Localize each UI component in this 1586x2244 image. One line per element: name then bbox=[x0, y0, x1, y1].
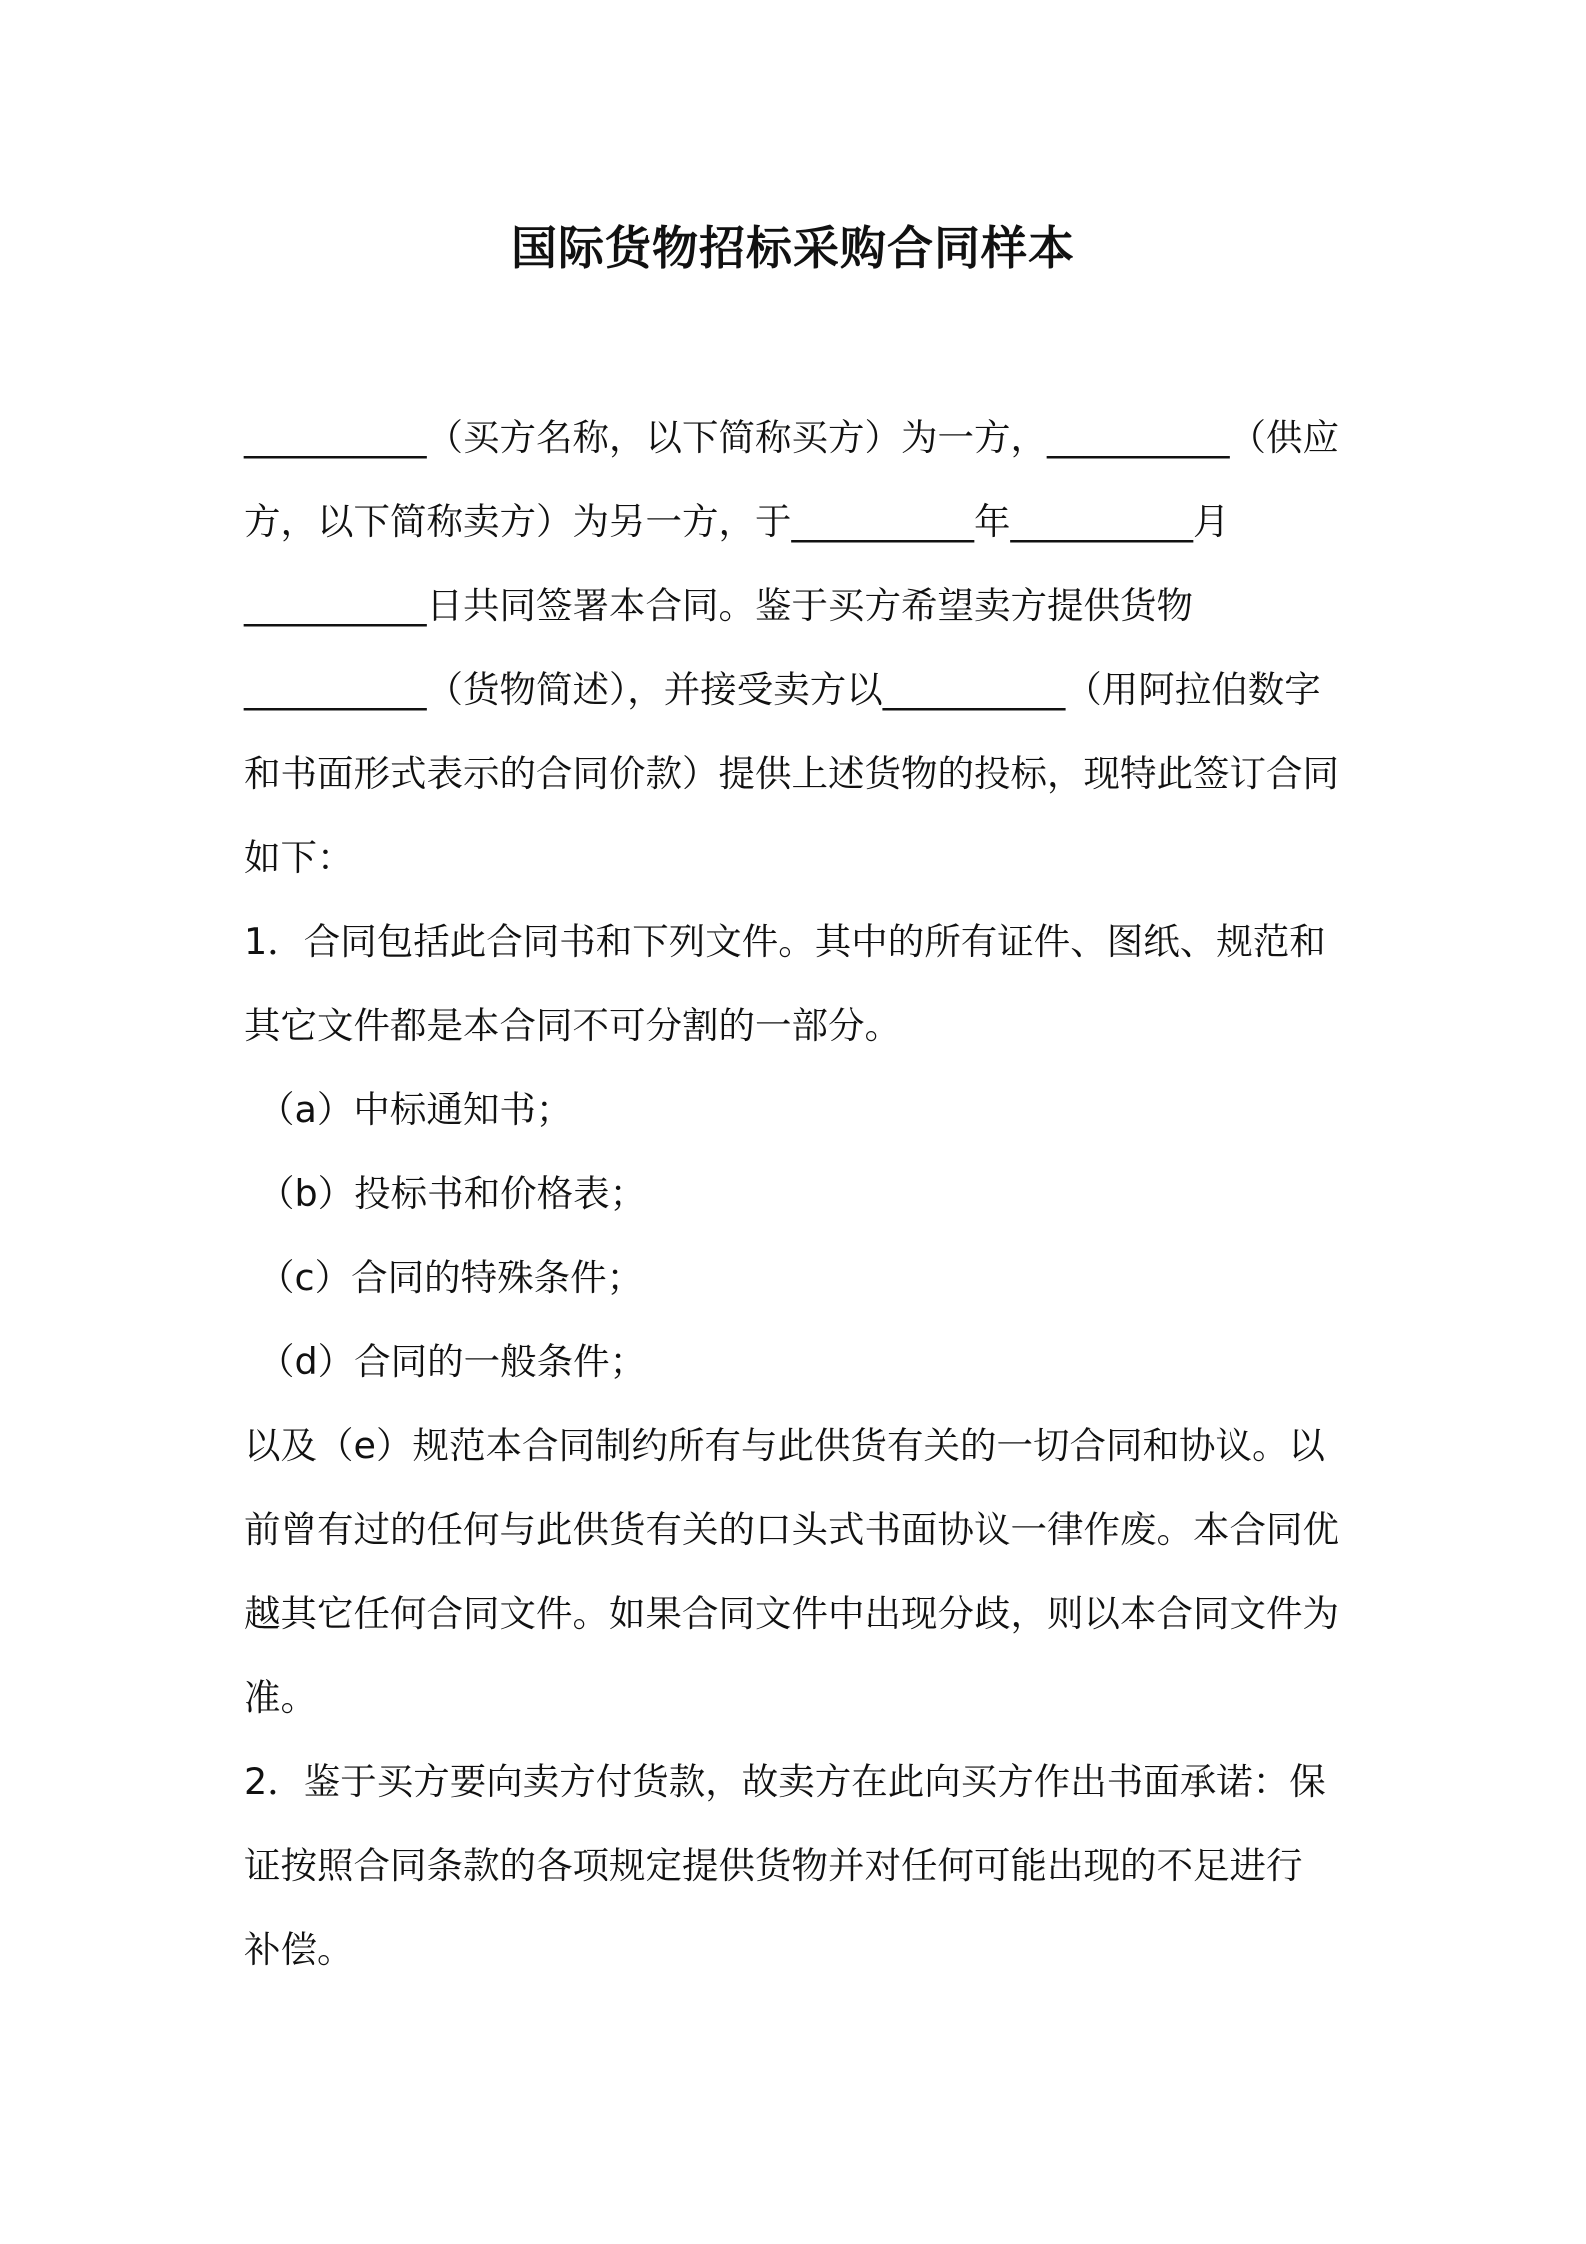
document-title: 国际货物招标采购合同样本 bbox=[511, 221, 1075, 275]
list-item-b: （b）投标书和价格表； bbox=[258, 1172, 647, 1215]
paragraph-line-5: 和书面形式表示的合同价款）提供上述货物的投标，现特此签订合同 bbox=[244, 752, 1339, 795]
paragraph-line-1: __________（买方名称，以下简称买方）为一方，__________（供应 bbox=[244, 416, 1339, 459]
list-item-a: （a）中标通知书； bbox=[258, 1088, 573, 1131]
clause-1-line-1: 1．合同包括此合同书和下列文件。其中的所有证件、图纸、规范和 bbox=[244, 920, 1326, 963]
clause-2-line-2: 证按照合同条款的各项规定提供货物并对任何可能出现的不足进行 bbox=[244, 1844, 1303, 1887]
list-item-e-line-1: 以及（e）规范本合同制约所有与此供货有关的一切合同和协议。以 bbox=[244, 1424, 1325, 1467]
document-body bbox=[244, 396, 1368, 1992]
paragraph-line-2: 方，以下简称卖方）为另一方，于__________年__________月 bbox=[244, 500, 1230, 543]
list-item-d: （d）合同的一般条件； bbox=[258, 1340, 647, 1383]
paragraph-line-6: 如下： bbox=[244, 836, 354, 879]
clause-2-line-1: 2．鉴于买方要向卖方付货款，故卖方在此向买方作出书面承诺：保 bbox=[244, 1760, 1326, 1803]
clause-1-line-2: 其它文件都是本合同不可分割的一部分。 bbox=[244, 1004, 901, 1047]
clause-2-line-3: 补偿。 bbox=[244, 1928, 354, 1971]
list-item-e-line-4: 准。 bbox=[244, 1676, 317, 1719]
paragraph-line-4: __________（货物简述），并接受卖方以__________（用阿拉伯数字 bbox=[244, 668, 1321, 711]
paragraph-line-3: __________日共同签署本合同。鉴于买方希望卖方提供货物 bbox=[244, 584, 1193, 627]
list-item-c: （c）合同的特殊条件； bbox=[258, 1256, 644, 1299]
list-item-e-line-3: 越其它任何合同文件。如果合同文件中出现分歧，则以本合同文件为 bbox=[244, 1592, 1339, 1635]
list-item-e-line-2: 前曾有过的任何与此供货有关的口头式书面协议一律作废。本合同优 bbox=[244, 1508, 1339, 1551]
